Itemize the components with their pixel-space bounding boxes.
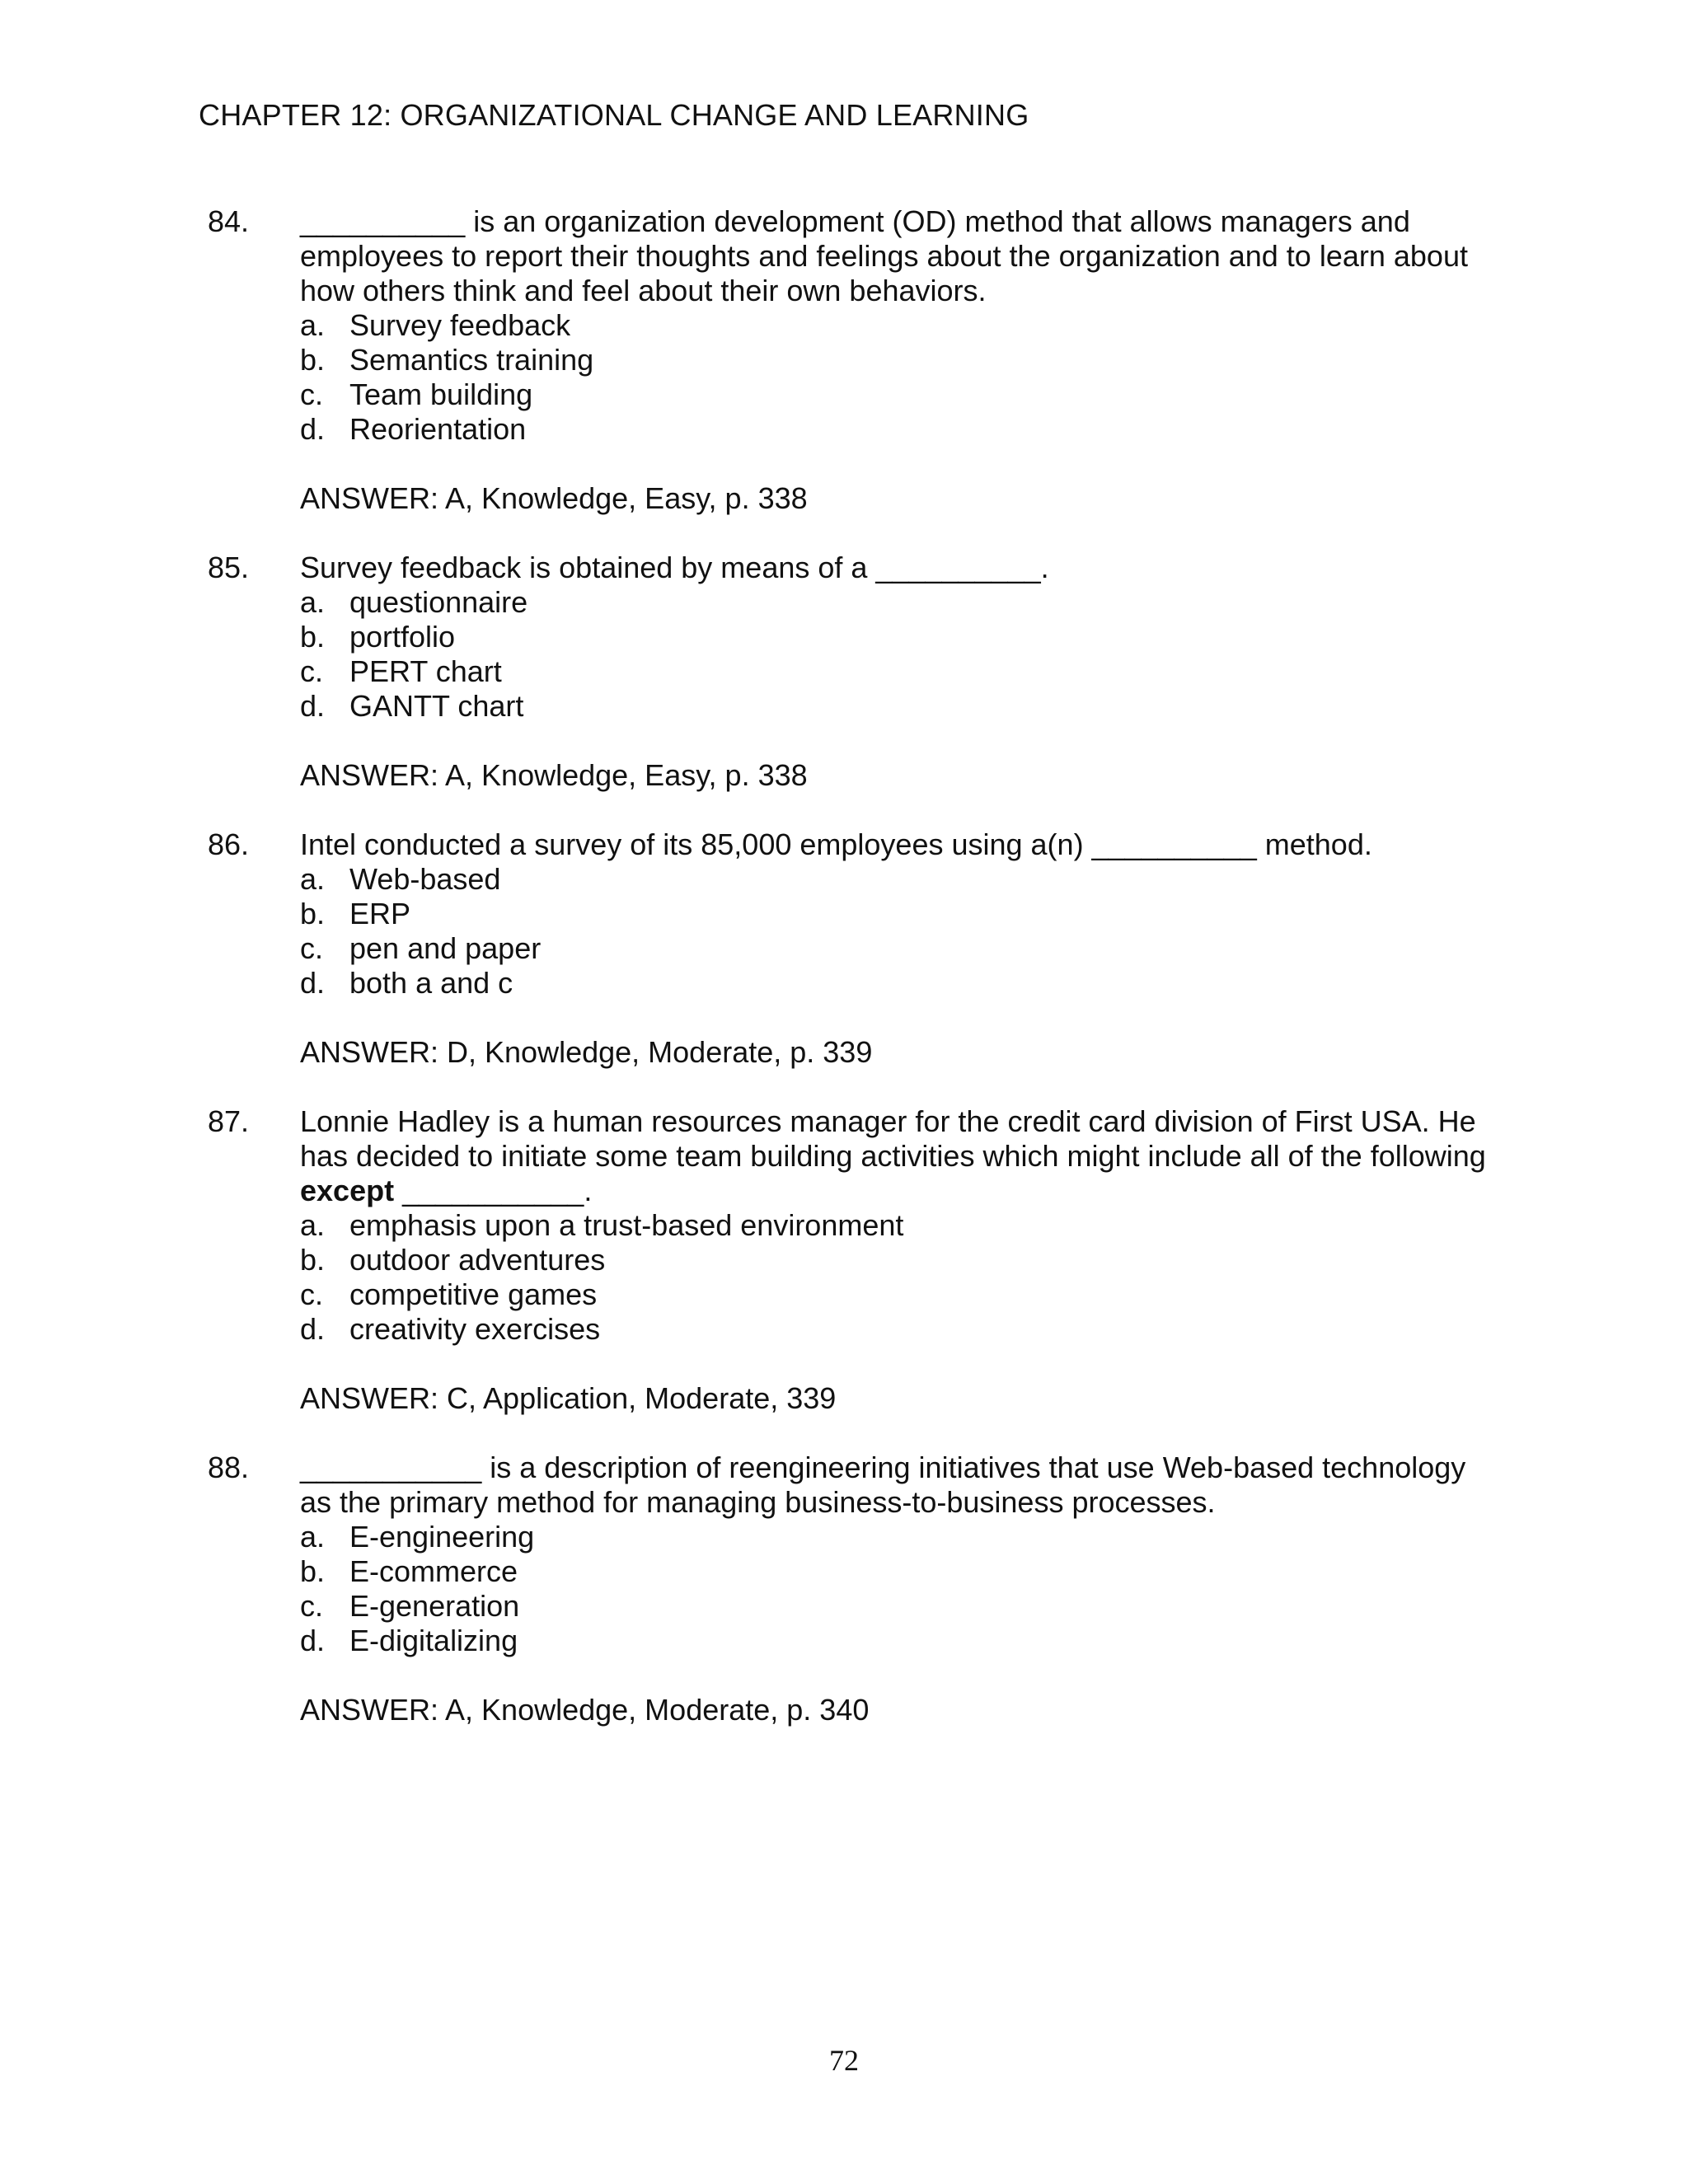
option-text: PERT chart — [349, 654, 502, 688]
answer-line: ANSWER: A, Knowledge, Easy, p. 338 — [300, 481, 808, 515]
question-84 — [0, 204, 1688, 516]
option-a — [300, 862, 1487, 897]
option-a — [300, 308, 1487, 343]
option-text: pen and paper — [349, 931, 542, 965]
option-letter: c. — [300, 931, 324, 965]
option-text: outdoor adventures — [349, 1243, 606, 1277]
option-letter: a. — [300, 308, 326, 342]
stem-text-end: ___________. — [394, 1174, 593, 1207]
option-text: Team building — [349, 377, 533, 411]
option-letter: a. — [300, 585, 326, 619]
option-text: E-commerce — [349, 1554, 518, 1588]
option-c — [300, 1277, 1487, 1312]
option-d — [300, 1312, 1487, 1347]
option-text: emphasis upon a trust-based environment — [349, 1208, 904, 1242]
option-b — [300, 343, 1487, 377]
option-letter: d. — [300, 1312, 326, 1346]
stem-text: Lonnie Hadley is a human resources manager for the credit card division of First USA. He has decided to initiate some team building activities which might include all of the following — [300, 1104, 1486, 1173]
question-stem — [300, 1451, 1487, 1520]
option-text: E-engineering — [349, 1520, 535, 1554]
option-c — [300, 654, 1487, 689]
option-d — [300, 1624, 1487, 1658]
option-letter: b. — [300, 1243, 326, 1277]
question-86 — [0, 827, 1688, 1070]
option-letter: d. — [300, 1624, 326, 1657]
option-a — [300, 585, 1487, 620]
option-b — [300, 1243, 1487, 1277]
option-text: questionnaire — [349, 585, 528, 619]
question-body — [300, 1104, 1487, 1416]
option-d — [300, 966, 1487, 1001]
question-number: 86. — [208, 827, 250, 861]
answer-line: ANSWER: A, Knowledge, Easy, p. 338 — [300, 758, 808, 792]
option-letter: a. — [300, 862, 326, 896]
option-c — [300, 931, 1487, 966]
question-list — [0, 204, 1688, 1762]
question-stem — [300, 551, 1487, 585]
option-letter: a. — [300, 1520, 326, 1554]
option-list — [300, 862, 1487, 1001]
option-text: ERP — [349, 897, 411, 930]
option-letter: b. — [300, 1554, 326, 1588]
question-87 — [0, 1104, 1688, 1416]
option-letter: b. — [300, 620, 326, 654]
question-stem — [300, 204, 1487, 308]
option-text: both a and c — [349, 966, 513, 1000]
question-body — [300, 1451, 1487, 1727]
option-text: E-generation — [349, 1589, 520, 1623]
option-text: GANTT chart — [349, 689, 524, 723]
question-stem — [300, 1104, 1487, 1208]
option-text: portfolio — [349, 620, 456, 654]
option-letter: c. — [300, 654, 324, 688]
question-88 — [0, 1451, 1688, 1727]
answer-line: ANSWER: A, Knowledge, Moderate, p. 340 — [300, 1693, 870, 1727]
option-b — [300, 897, 1487, 931]
chapter-title: CHAPTER 12: ORGANIZATIONAL CHANGE AND LEARNING — [199, 98, 1029, 132]
option-letter: d. — [300, 966, 326, 1000]
question-85 — [0, 551, 1688, 793]
question-number: 84. — [208, 204, 250, 238]
option-text: Semantics training — [349, 343, 594, 377]
question-body — [300, 551, 1487, 793]
question-stem — [300, 827, 1487, 862]
option-text: Reorientation — [349, 412, 527, 446]
question-number: 87. — [208, 1104, 250, 1138]
page-number: 72 — [829, 2044, 859, 2077]
answer-line: ANSWER: D, Knowledge, Moderate, p. 339 — [300, 1035, 873, 1069]
option-text: Survey feedback — [349, 308, 571, 342]
question-number: 85. — [208, 551, 250, 584]
stem-text: ___________ is a description of reengineering initiatives that use Web-based technology as the primary method for managing business-to-business processes. — [300, 1451, 1466, 1519]
question-body — [300, 827, 1487, 1070]
option-d — [300, 412, 1487, 447]
option-letter: c. — [300, 1277, 324, 1311]
option-text: E-digitalizing — [349, 1624, 518, 1657]
option-list — [300, 1208, 1487, 1347]
stem-emphasis: except — [300, 1174, 395, 1207]
question-number: 88. — [208, 1451, 250, 1484]
answer-line: ANSWER: C, Application, Moderate, 339 — [300, 1381, 837, 1415]
option-c — [300, 377, 1487, 412]
option-letter: c. — [300, 377, 324, 411]
stem-text: Survey feedback is obtained by means of a __________. — [300, 551, 1049, 584]
option-b — [300, 1554, 1487, 1589]
option-list — [300, 308, 1487, 447]
option-list — [300, 1520, 1487, 1658]
option-list — [300, 585, 1487, 724]
option-a — [300, 1208, 1487, 1243]
stem-text: __________ is an organization development (OD) method that allows managers and employees to report their thoughts and feelings about the organization and to learn about how others think and feel about their own behaviors. — [300, 204, 1468, 307]
option-letter: d. — [300, 412, 326, 446]
stem-text: Intel conducted a survey of its 85,000 employees using a(n) __________ method. — [300, 827, 1372, 861]
option-d — [300, 689, 1487, 724]
option-c — [300, 1589, 1487, 1624]
option-text: competitive games — [349, 1277, 598, 1311]
option-text: creativity exercises — [349, 1312, 601, 1346]
option-letter: c. — [300, 1589, 324, 1623]
question-body — [300, 204, 1487, 516]
option-letter: b. — [300, 343, 326, 377]
option-text: Web-based — [349, 862, 501, 896]
option-letter: b. — [300, 897, 326, 930]
option-b — [300, 620, 1487, 654]
option-a — [300, 1520, 1487, 1554]
option-letter: d. — [300, 689, 326, 723]
option-letter: a. — [300, 1208, 326, 1242]
